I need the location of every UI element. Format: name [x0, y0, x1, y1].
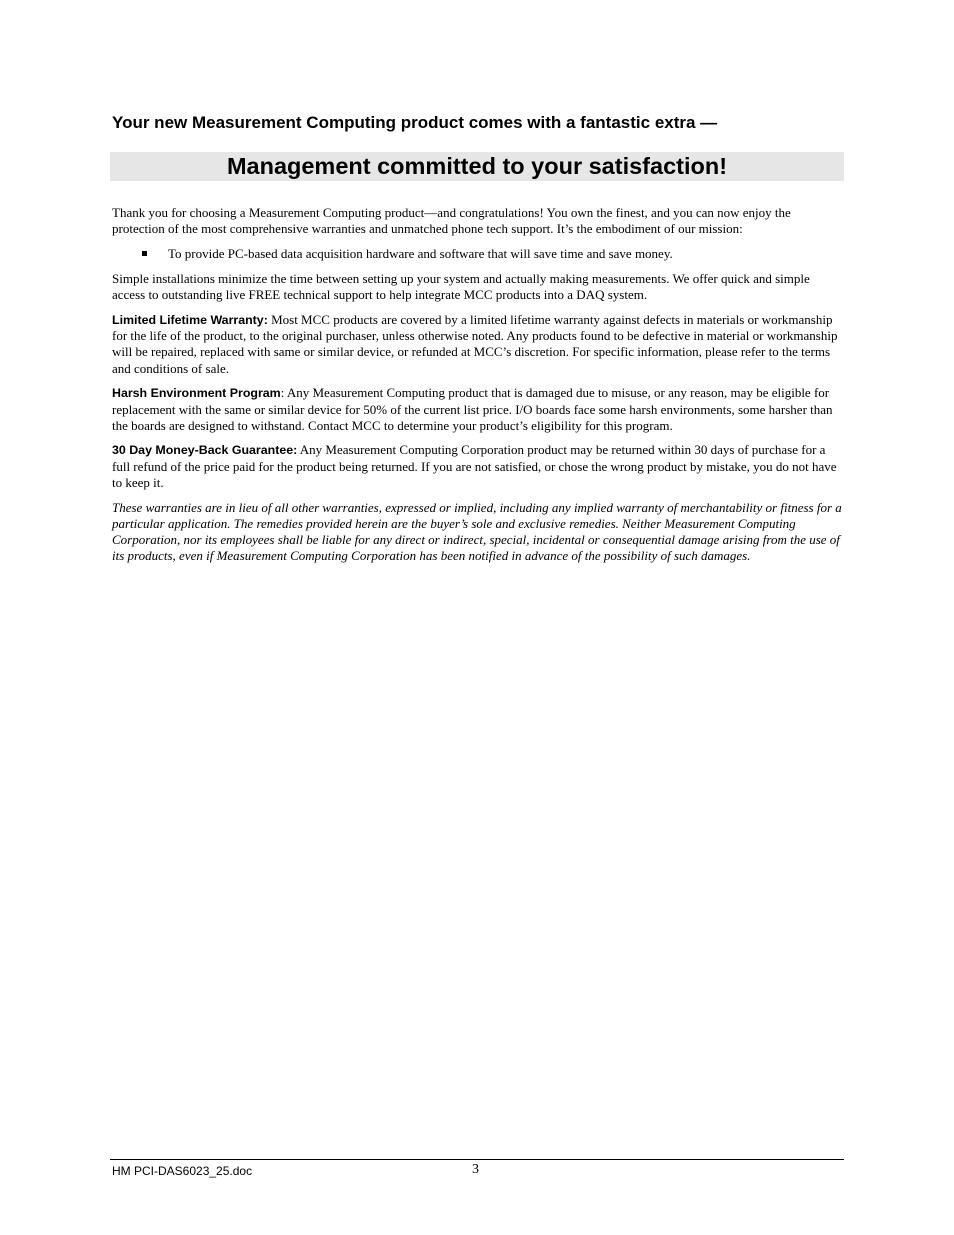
footer-divider	[110, 1159, 844, 1160]
warranty-lead: Limited Lifetime Warranty:	[112, 313, 268, 328]
simple-installations-paragraph: Simple installations minimize the time between setting up your system and actually making measurements. We offer quick and simple access to outstanding live FREE technical support to help integrate MCC products into a DAQ system.	[112, 271, 810, 303]
satisfaction-banner	[110, 152, 844, 181]
money-back-text: Any Measurement Computing Corporation product may be returned within 30 days of purchase for a full refund of the price paid for the product being returned. If you are not satisfied, or chose the wrong product by mistake, you do not have to keep it.	[112, 442, 837, 490]
mission-bullet-text: To provide PC-based data acquisition hardware and software that will save time and save money.	[168, 245, 673, 261]
body-text	[112, 205, 844, 573]
square-bullet-icon	[142, 251, 147, 256]
money-back-paragraph	[112, 442, 844, 491]
footer-page-number: 3	[472, 1162, 479, 1177]
warranty-disclaimer: These warranties are in lieu of all other warranties, expressed or implied, including any implied warranty of merchantability or fitness for a particular application. The remedies provided herein are the buyer’s sole and exclusive remedies. Neither Measurement Computing Corporation, nor its employees shall be liable for any direct or indirect, special, incidental or consequential damage arising from the use of its products, even if Measurement Computing Corporation has been notified in advance of the possibility of such damages.	[112, 499, 842, 564]
warranty-paragraph	[112, 312, 844, 377]
harsh-environment-lead: Harsh Environment Program	[112, 386, 281, 401]
harsh-environment-paragraph	[112, 385, 844, 434]
warranty-text: Most MCC products are covered by a limited lifetime warranty against defects in materials or workmanship for the life of the product, to the original purchaser, unless otherwise noted. Any products found to be defective in material or workmanship will be repaired, replaced with same or similar device, or refunded at MCC’s discretion. For specific information, please refer to the terms and conditions of sale.	[112, 312, 838, 376]
mission-bullet-item	[112, 246, 844, 262]
thanks-paragraph: Thank you for choosing a Measurement Computing product—and congratulations! You own the finest, and you can now enjoy the protection of the most comprehensive warranties and unmatched phone tech support. It’s the embodiment of our mission:	[112, 205, 791, 237]
money-back-lead: 30 Day Money-Back Guarantee:	[112, 443, 298, 458]
intro-heading: Your new Measurement Computing product comes with a fantastic extra —	[112, 113, 718, 132]
harsh-environment-text: : Any Measurement Computing product that is damaged due to misuse, or any reason, may be eligible for replacement with the same or similar device for 50% of the current list price. I/O boards face some harsh environments, some harsher than the boards are designed to withstand. Contact MCC to determine your product’s eligibility for this program.	[112, 385, 833, 433]
banner-title: Management committed to your satisfaction!	[226, 153, 728, 179]
footer-document-name: HM PCI-DAS6023_25.doc	[112, 1164, 253, 1178]
